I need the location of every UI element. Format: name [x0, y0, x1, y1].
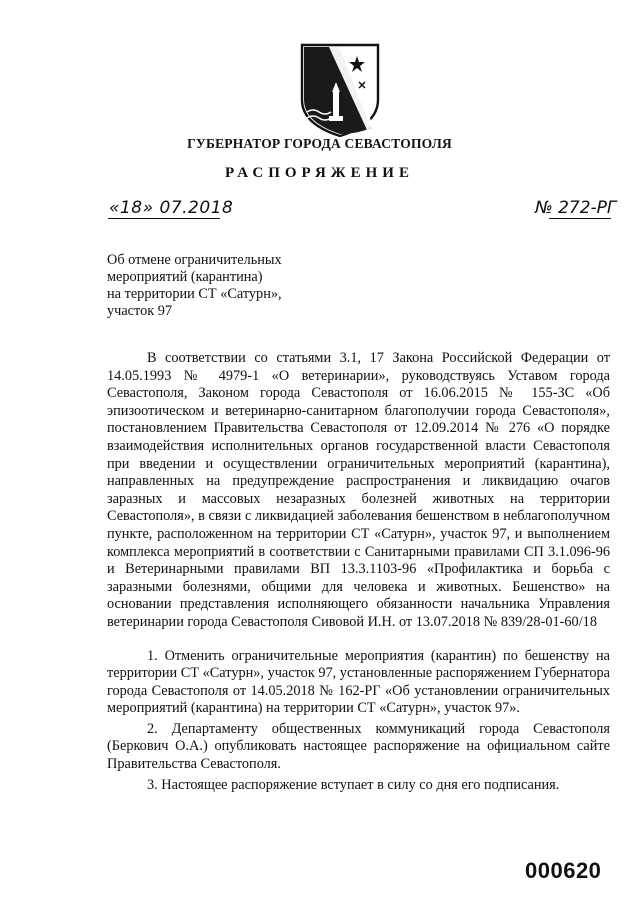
date-underline — [108, 218, 220, 219]
serial-number: 000620 — [525, 858, 602, 883]
preamble-paragraph: В соответствии со статьями 3.1, 17 Закона Российской Федерации от 14.05.1993 № 4979-1 «О ветеринарии», руководствуясь Уставом города Севастополя, Законом города Севастополя от 16.06.2015 № 155-ЗС «Об эпизоотическом и ветеринарно-санитарном благополучии города Севастополя», постановлением Правительства Севастополя от 12.09.2014 № 276 «О порядке взаимодействия исполнительных органов государственной власти Севастополя при введении и осуществлении ограничительных мероприятий (карантина), направленных на предупреждение распространения и ликвидацию очагов заразных и массовых незаразных болезней животных на территории Севастополя», в связи с ликвидацией заболевания бешенством в неблагополучном пункте, расположенном на территории СТ «Сатурн», участок 97, и выполнением комплекса мероприятий в соответствии с Санитарными правилами СП 3.1.096-96 и Ветеринарными правилами ВП 13.3.1103-96 «Профилактика и борьба с заразными болезнями, общими для человека и животных. Бешенство» на основании представления исполняющего обязанности начальника Управления ветеринарии города Севастополя Сивовой И.Н. от 13.07.2018 № 839/28-01-60/18 — [107, 350, 610, 630]
document-date: «18» 07.2018 — [109, 198, 234, 218]
subject-line: участок 97 — [107, 303, 173, 319]
document-number: № 272-РГ — [535, 198, 617, 218]
number-underline — [549, 218, 611, 219]
subject-line: на территории СТ «Сатурн», — [107, 286, 282, 302]
order-item: 2. Департаменту общественных коммуникаций города Севастополя (Беркович О.А.) опубликовать настоящее распоряжение на официальном сайте Правительства Севастополя. — [107, 720, 610, 773]
subject-line: Об отмене ограничительных — [107, 252, 282, 268]
document-subject — [107, 252, 367, 320]
order-item: 3. Настоящее распоряжение вступает в силу со дня его подписания. — [147, 776, 560, 793]
issuing-authority: ГУБЕРНАТОР ГОРОДА СЕВАСТОПОЛЯ — [187, 136, 452, 151]
document-body — [107, 350, 610, 794]
coat-of-arms-emblem — [299, 42, 381, 138]
subject-line: мероприятий (карантина) — [107, 269, 263, 285]
order-item: 1. Отменить ограничительные мероприятия (карантин) по бешенству на территории СТ «Сатурн», участок 97, установленные распоряжением Губернатора города Севастополя от 14.05.2018 № 162-РГ «Об установлении ограничительных мероприятий (карантина) на территории СТ «Сатурн», участок 97». — [107, 647, 610, 717]
document-type-title: РАСПОРЯЖЕНИЕ — [225, 165, 414, 181]
